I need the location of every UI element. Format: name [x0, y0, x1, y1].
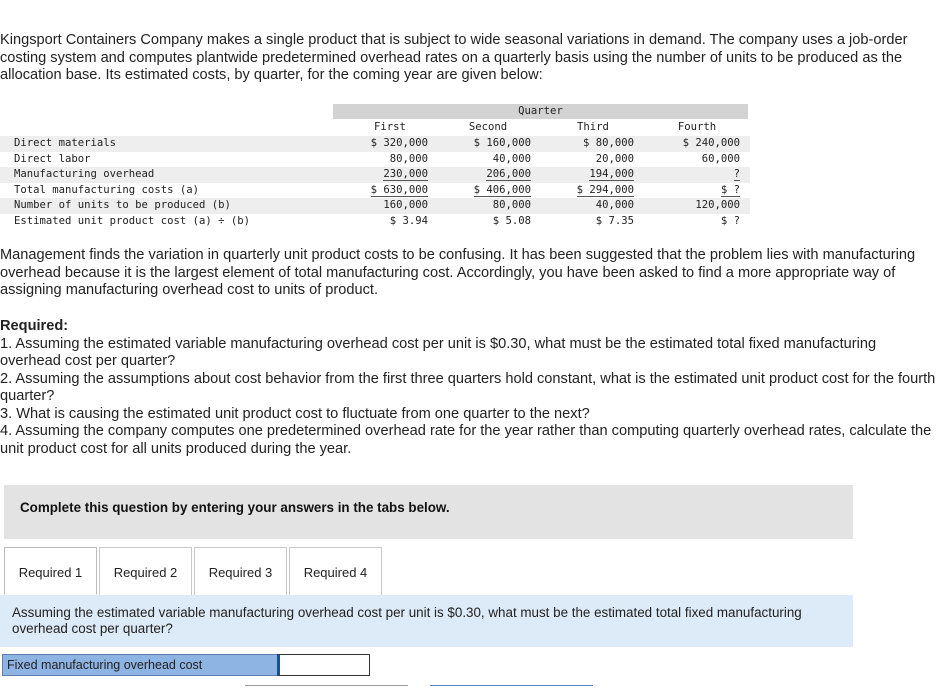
required-section [0, 318, 940, 458]
tab-prompt: Assuming the estimated variable manufacturing overhead cost per unit is $0.30, what must be the estimated total fixed manufacturing overhead cost per quarter? [12, 605, 802, 636]
tab-required-4[interactable]: Required 4 [289, 547, 382, 595]
required-heading: Required: [0, 318, 69, 334]
table-row: Direct labor 80,000 40,000 20,000 60,000 [14, 152, 740, 165]
col-first: First [374, 121, 406, 133]
table-row: Estimated unit product cost (a) ÷ (b) $ 3.94 $ 5.08 $ 7.35 $ ? [14, 214, 740, 227]
answer-label: Fixed manufacturing overhead cost [2, 654, 278, 676]
instruction-box [4, 485, 853, 539]
col-second: Second [468, 121, 508, 133]
required-item-2: 2. Assuming the assumptions about cost behavior from the first three quarters hold constant, what is the estimated unit product cost for the fourth quarter? [0, 370, 936, 404]
table-row: Manufacturing overhead 230,000 206,000 194,000 ? [0, 167, 750, 183]
col-fourth: Fourth [677, 121, 717, 133]
fixed-overhead-input[interactable] [277, 654, 370, 676]
tab-required-1[interactable]: Required 1 [4, 547, 97, 595]
problem-intro: Kingsport Containers Company makes a single product that is subject to wide seasonal variations in demand. The company uses a job-order costing system and computes plantwide predetermined overhead rates on a quarterly basis using the number of units to be produced as the allocation base. Its estimated costs, by quarter, for the coming year are given below: [0, 32, 908, 83]
required-item-1: 1. Assuming the estimated variable manufacturing overhead cost per unit is $0.30, what must be the estimated total fixed manufacturing overhead cost per quarter? [0, 335, 877, 369]
management-text: Management finds the variation in quarterly unit product costs to be confusing. It has been suggested that the problem lies with manufacturing overhead because it is the largest element of total manufacturing cost. Accordingly, you have been asked to find a more appropriate way of assigning manufacturing overhead cost to units of product. [0, 247, 916, 298]
table-row: Direct materials $ 320,000 $ 160,000 $ 80,000 $ 240,000 [0, 136, 750, 152]
required-item-4: 4. Assuming the company computes one predetermined overhead rate for the year rather than computing quarterly overhead rates, calculate the unit product cost for all units produced during the year. [0, 423, 932, 457]
table-row: Total manufacturing costs (a) $ 630,000 $ 406,000 $ 294,000 $ ? [14, 183, 740, 196]
tab-required-2[interactable]: Required 2 [99, 547, 192, 595]
tab-panel [0, 595, 853, 647]
quarter-header: Quarter [333, 104, 748, 119]
required-item-3: 3. What is causing the estimated unit product cost to fluctuate from one quarter to the next? [0, 405, 590, 422]
col-third: Third [577, 121, 609, 133]
prev-button-edge[interactable] [245, 685, 408, 689]
table-row: Number of units to be produced (b) 160,000 80,000 40,000 120,000 [0, 198, 750, 214]
instruction-text: Complete this question by entering your answers in the tabs below. [20, 500, 450, 515]
tab-required-3[interactable]: Required 3 [194, 547, 287, 595]
next-button-edge[interactable] [430, 685, 593, 689]
